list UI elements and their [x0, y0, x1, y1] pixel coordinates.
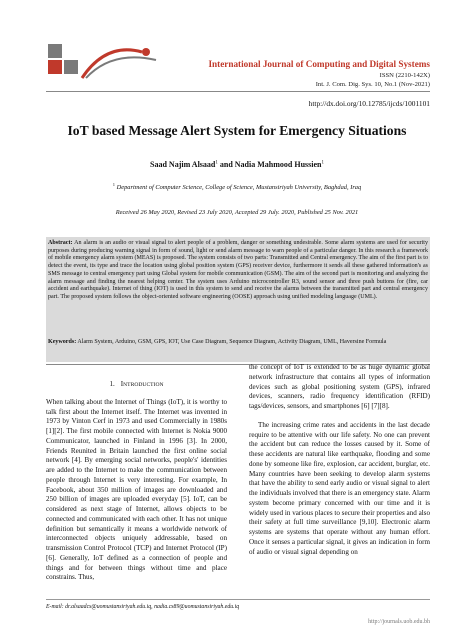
- author-name: Saad Najim Alsaad: [150, 160, 216, 169]
- keywords-label: Keywords:: [48, 339, 77, 345]
- keywords-text: Alarm System, Arduino, GSM, GPS, IOT, Use Case Diagram, Sequence Diagram, Activity Diagram, UML, Haversine Formula: [76, 339, 387, 345]
- section-heading: [46, 380, 227, 391]
- body-paragraph: the concept of IoT is extended to be as huge dynamic global network infrastructure that contains all types of information devices such as global positioning system (GPS), infrared devices, scanners, radio frequency identification (RFID) tags/devices, sensors, and smartphones [6] [7][8].: [249, 363, 430, 410]
- body-paragraph: The increasing crime rates and accidents in the last decade require to be attentive with our life safety. No one can prevent the accident but can reduce the losses caused by it. Some of these accidents are natural like earthquake, flooding and some done by someone like fire, explosion, car accident, burglar, etc. Many countries have been seeking to develop alarm systems that have the ability to send early audio or visual signal to alert the individuals involved that there is an emergency state. Alarm system become primary concerned with our time and it is widely used in various places to secure their properties and also their safety at full time surveillance [9,10]. Electronic alarm systems are systems that operate without any human effort. Once it senses a particular signal, it gives an indication in form of audio or visual signal depending on: [249, 420, 430, 556]
- author-affiliation-mark: 1: [215, 160, 218, 166]
- header-divider: [46, 91, 430, 92]
- journal-title: International Journal of Computing and Digital Systems: [208, 59, 430, 69]
- section-title-initial: I: [120, 380, 124, 388]
- paper-title: IoT based Message Alert System for Emergency Situations: [67, 123, 407, 138]
- author-affiliation-mark: 1: [321, 160, 324, 166]
- publication-dates: Received 26 May 2020, Revised 23 July 2020, Accepted 29 July. 2020, Published 25 Nov. 2021: [115, 209, 359, 216]
- abstract-label: Abstract:: [48, 240, 73, 246]
- journal-logo: [46, 38, 174, 84]
- affiliation: [0, 182, 474, 191]
- right-column: [249, 363, 430, 557]
- section-title-rest: NTRODUCTION: [123, 382, 164, 388]
- journal-url-link[interactable]: http://journals.uob.edu.bh: [368, 619, 430, 625]
- section-number: 1.: [109, 380, 115, 388]
- author-email: E-mail: dr.alsaadcs@uomustansiriyah.edu.iq, nadia.cs89@uomustansiriyah.edu.iq: [46, 604, 240, 610]
- body-paragraph: When talking about the Internet of Things (IoT), it is worthy to talk first about the Internet itself. The Internet was invented in 1973 by Vinton Cerf in 1973 and used Commercially in 1980s [1][2]. The first mobile connected with Internet is Nokia 9000 Communicator, launched in Finland in 1996 [3]. In 2000, Friends Reunited in Britain launched the first online social network [4]. By emerging social networks, people's' identities are added to the Internet to make the communication between people through Internet is very interesting. For example, In Facebook, about 350 million of images are downloaded and 250 billion of images are uploaded everyday [5]. IoT, can be considered as next stage of Internet, allows objects to be connected and communicated with each other. It has not unique definition but semantically it means a worldwide network of interconnected objects uniquely addressable, based on transmission Control Protocol (TCP) and Internet Protocol (IP) [6]. Generally, IoT defined as a connection of people and things and for between things without time and place constrains. Thus,: [46, 397, 227, 582]
- authors: [0, 160, 474, 169]
- doi-link[interactable]: http://dx.doi.org/10.12785/ijcds/1001101: [308, 99, 430, 108]
- footnote-divider: [46, 599, 430, 600]
- affiliation-text: Department of Computer Science, College of Science, Mustansiriyah University, Baghdad, Iraq: [115, 184, 362, 192]
- keywords-box: [46, 337, 430, 362]
- left-column: [46, 380, 227, 583]
- paragraph-gap: [249, 412, 430, 421]
- journal-volume-info: Int. J. Com. Dig. Sys. 10, No.1 (Nov-2021): [315, 81, 430, 88]
- abstract-text: An alarm is an audio or visual signal to alert people of a problem, danger or something undesirable. Some alarm systems are used for security purposes during producing warning signal in form of sound, light or send alarm message to warn people of a particular danger. In this research a framework of mobile emergency alarm system (MEAS) is proposed. The system consists of two parts: Transmitted and Central emergency. The aim of the first part is to detect the event, its type and trace the location using global position system (GPS) receiver device, furthermore it sends all these gathered information's as SMS message to central emergency part using Global system for mobile communication (GSM). The aim of the second part is monitoring and analyzing the alarm message and finding the nearest helping center. The system uses Arduino microcontroller R3, sound sensor and three push buttons for (fire, car accident and earthquake). Internet of thing (IOT) is used in this system to send and receive the alarms between the transmitted part and central emergency part. The proposed system follows the object-oriented software engineering (OOSE) approach using unified modeling language (UML).: [48, 240, 428, 300]
- issn: ISSN (2210-142X): [379, 72, 430, 79]
- abstract-box: [46, 237, 430, 337]
- affiliation-mark: 1: [112, 182, 116, 187]
- author-name: Nadia Mahmood Hussien: [234, 160, 322, 169]
- author-join: and: [217, 160, 235, 169]
